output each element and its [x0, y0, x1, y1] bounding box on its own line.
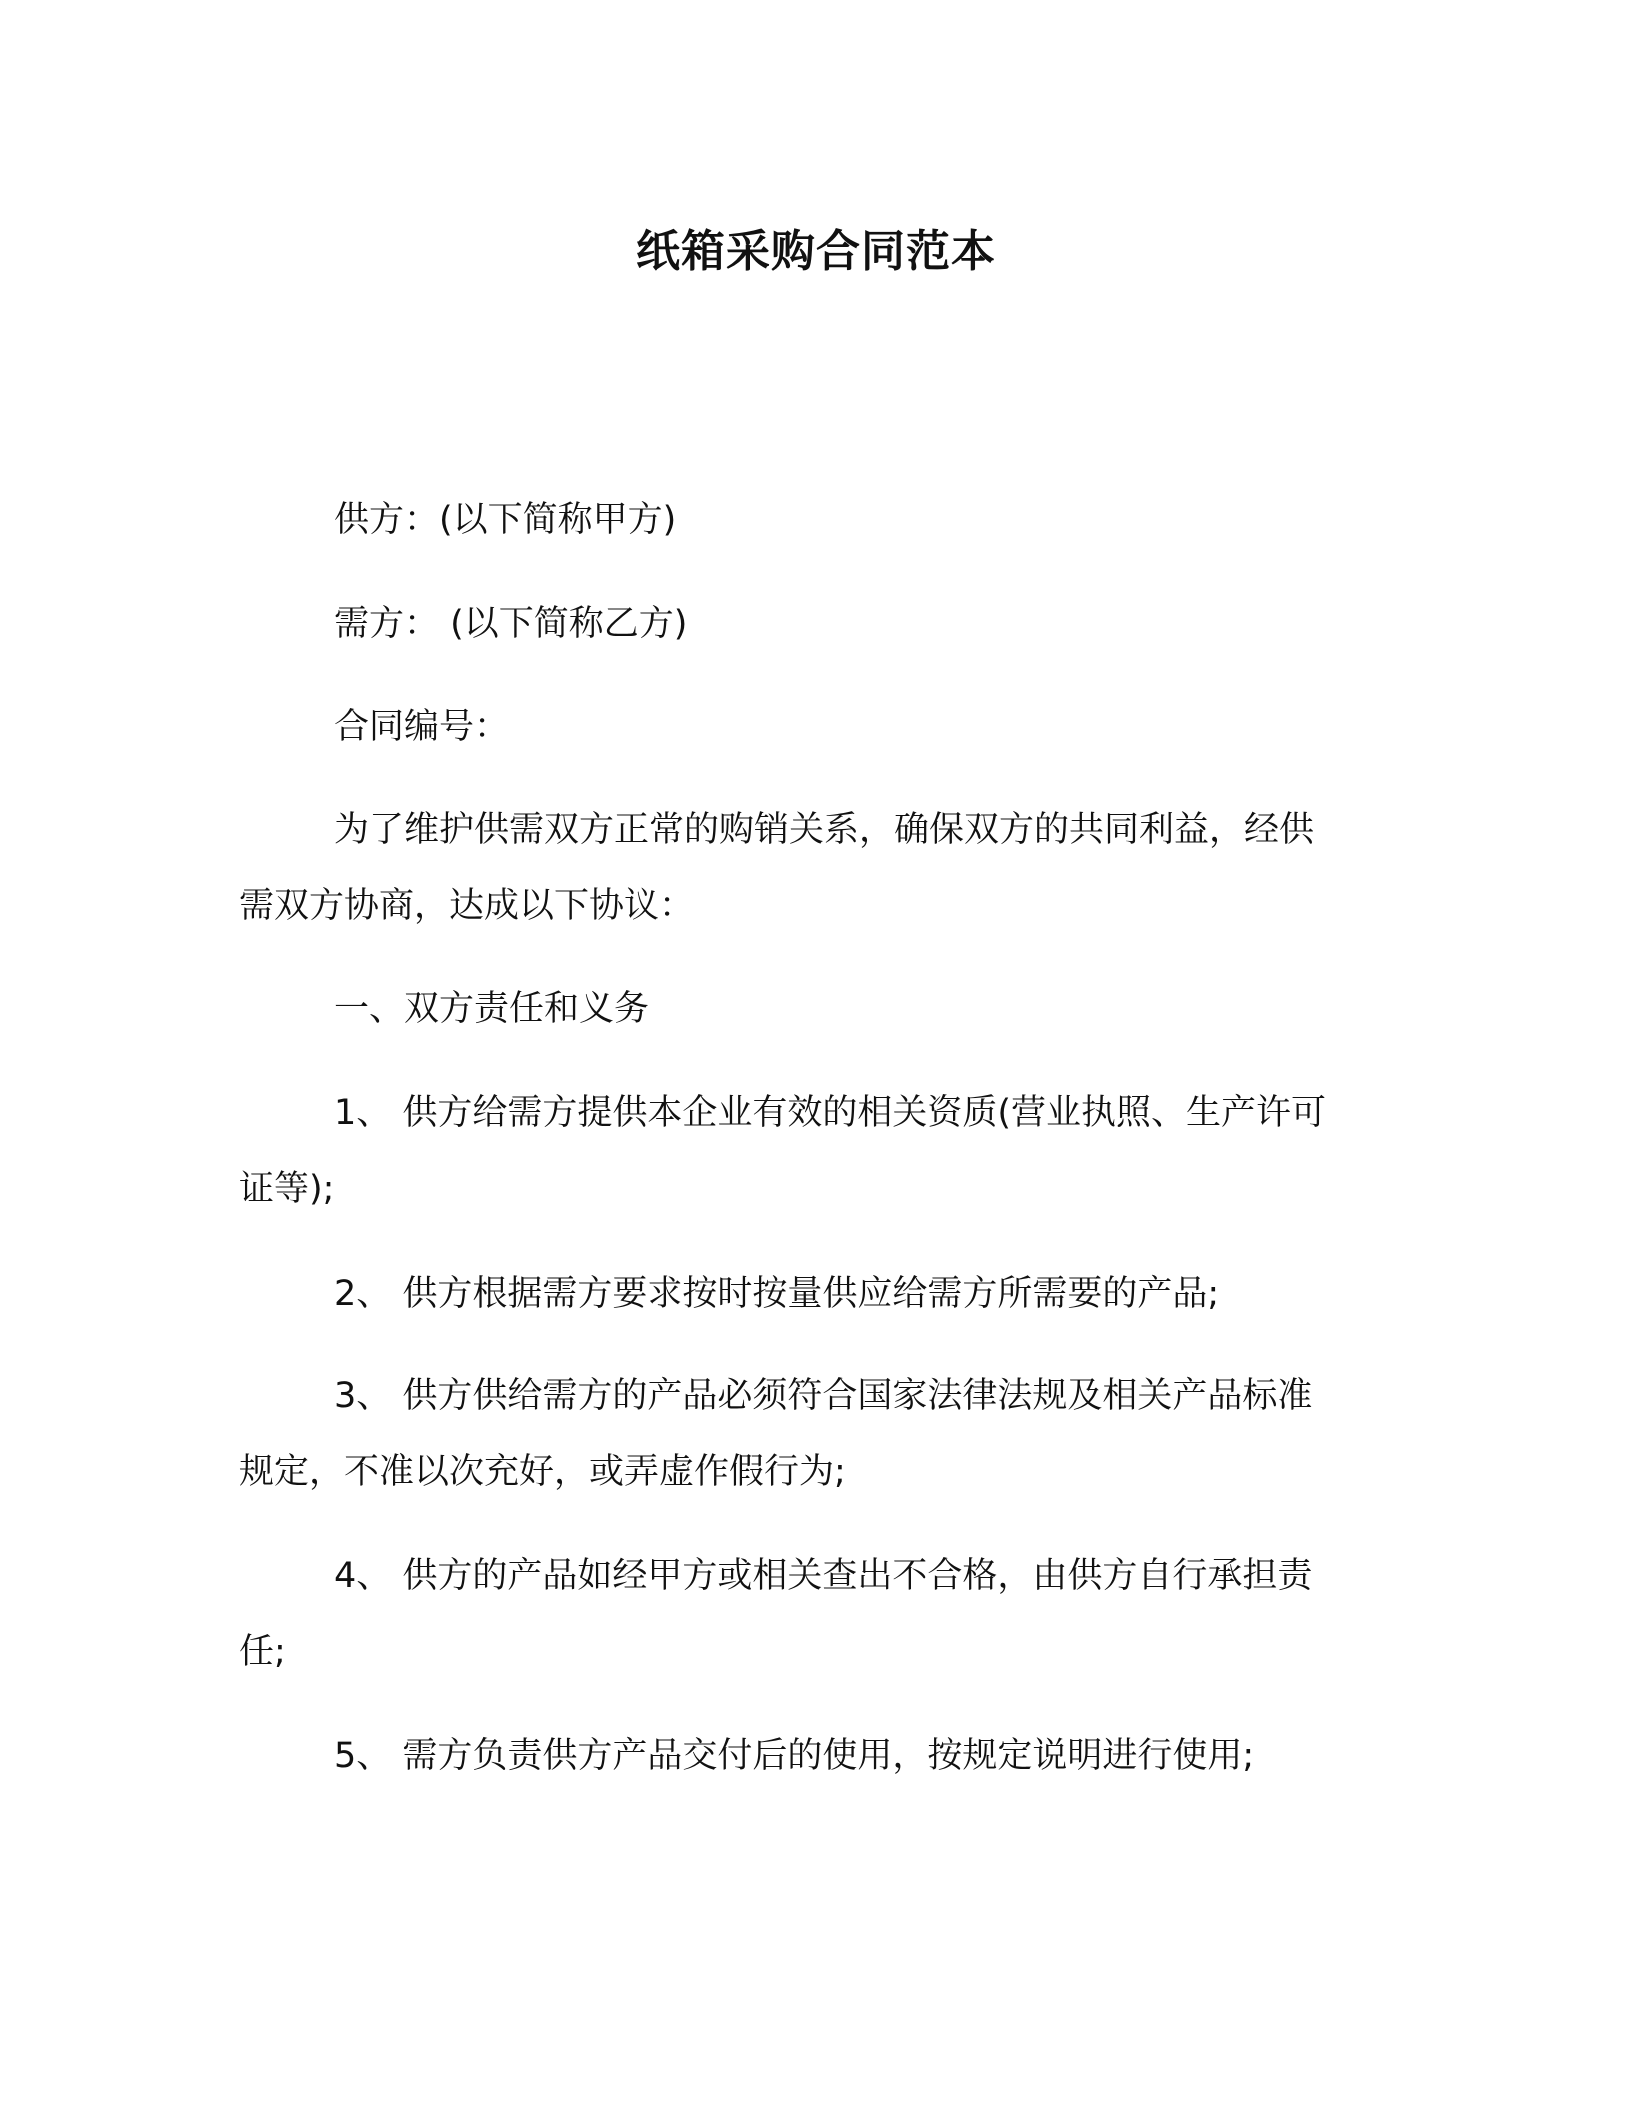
contract-number-line: 合同编号：: [334, 707, 510, 747]
section-heading: 一、双方责任和义务: [334, 989, 650, 1029]
clause-4-line-2: 任;: [239, 1632, 286, 1672]
clause-2-line-1: 2、 供方根据需方要求按时按量供应给需方所需要的产品;: [334, 1274, 1220, 1314]
preamble-line-2: 需双方协商，达成以下协议：: [239, 886, 695, 926]
clause-1-line-1: 1、 供方给需方提供本企业有效的相关资质(营业执照、生产许可: [334, 1093, 1327, 1133]
clause-3-line-2: 规定，不准以次充好，或弄虚作假行为;: [239, 1452, 846, 1492]
buyer-line: 需方： (以下简称乙方): [334, 604, 688, 644]
preamble-line-1: 为了维护供需双方正常的购销关系，确保双方的共同利益，经供: [334, 810, 1315, 850]
supplier-line: 供方：(以下简称甲方): [334, 500, 677, 540]
clause-3-line-1: 3、 供方供给需方的产品必须符合国家法律法规及相关产品标准: [334, 1376, 1313, 1416]
clause-5-line-1: 5、 需方负责供方产品交付后的使用，按规定说明进行使用;: [334, 1736, 1255, 1776]
clause-4-line-1: 4、 供方的产品如经甲方或相关查出不合格，由供方自行承担责: [334, 1556, 1313, 1596]
document-title: 纸箱采购合同范本: [636, 226, 996, 277]
clause-1-line-2: 证等);: [239, 1169, 335, 1209]
